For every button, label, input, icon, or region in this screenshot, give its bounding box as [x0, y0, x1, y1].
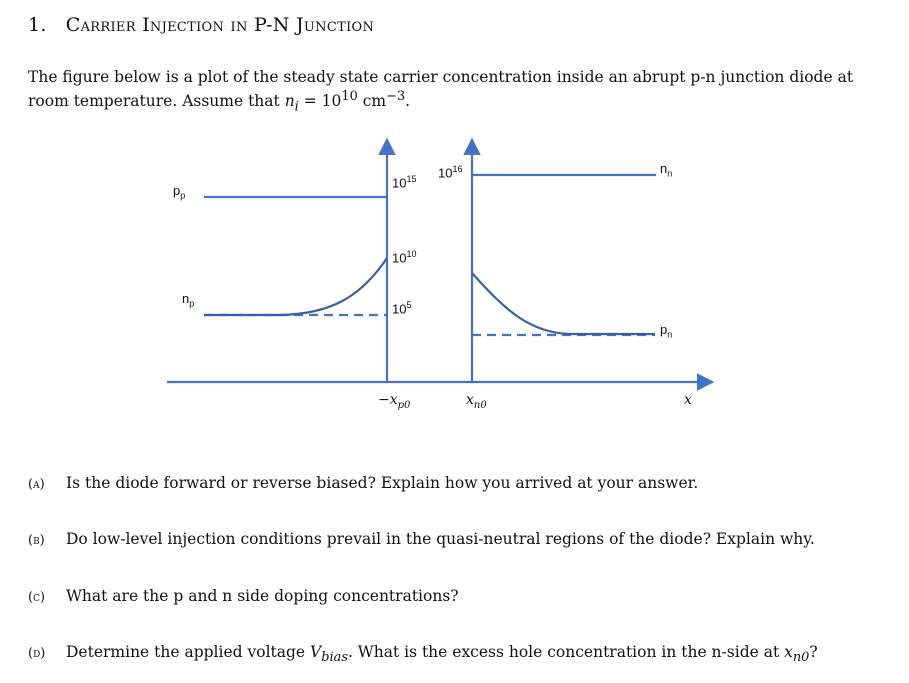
- question-tag: (c): [28, 590, 46, 605]
- question-a: [28, 474, 698, 492]
- xn0-sub: n0: [473, 399, 487, 411]
- question-tag: (b): [28, 533, 45, 548]
- t5-exp: 5: [406, 300, 412, 310]
- ni-symbol: n: [284, 92, 295, 111]
- tick-1e15: [392, 174, 416, 190]
- t15-exp: 15: [406, 174, 417, 184]
- xp0-label: [378, 392, 410, 411]
- nn-label: [660, 161, 672, 179]
- question-text: Is the diode forward or reverse biased? Explain how you arrived at your answer.: [66, 474, 699, 492]
- np-sub: p: [189, 298, 195, 309]
- ni-eq: = 10: [298, 92, 342, 111]
- question-tag: (a): [28, 477, 45, 492]
- question-text: Determine the applied voltage: [66, 643, 311, 661]
- t15-base: 10: [392, 175, 407, 191]
- question-c: [28, 587, 459, 605]
- tick-1e16: [438, 164, 462, 180]
- xn0-text: x: [466, 392, 474, 408]
- np-label: [182, 291, 194, 309]
- xn0-symbol: x: [784, 643, 793, 661]
- ni-exp: 10: [341, 89, 358, 104]
- xp0-sub: p0: [397, 399, 411, 411]
- nn-sub: n: [667, 168, 673, 179]
- pn-sub: n: [667, 329, 673, 340]
- ni-sub: i: [294, 99, 299, 115]
- x-axis-label: x: [684, 392, 692, 408]
- vbias-symbol: V: [310, 643, 322, 661]
- t16-exp: 16: [452, 164, 463, 174]
- question-b: [28, 530, 815, 548]
- intro-text: The figure below is a plot of the steady state carrier concentration inside an abrupt p-n junction diode at room temperature. Assume that: [28, 68, 854, 111]
- intro-end: .: [405, 92, 411, 111]
- xn0-sub: n0: [792, 650, 810, 666]
- nn-text: n: [660, 161, 668, 176]
- question-text: Do low-level injection conditions prevail in the quasi-neutral regions of the diode? Explain why.: [66, 530, 815, 548]
- pp-text: p: [173, 183, 181, 198]
- vbias-sub: bias: [321, 650, 348, 666]
- question-tag: (d): [28, 646, 46, 661]
- question-text-3: ?: [809, 643, 818, 661]
- pn-label: [660, 322, 672, 340]
- ni-unit: cm: [357, 92, 387, 111]
- ni-unit-exp: −3: [386, 89, 406, 104]
- tick-1e10: [392, 249, 416, 265]
- t10-exp: 10: [406, 249, 417, 259]
- pp-label: [173, 183, 185, 201]
- np-text: n: [182, 291, 190, 306]
- t5-base: 10: [392, 301, 407, 317]
- pn-text: p: [660, 322, 668, 337]
- t16-base: 10: [438, 165, 453, 181]
- xp0-text: −x: [378, 392, 398, 408]
- question-d: [28, 643, 818, 665]
- t10-base: 10: [392, 250, 407, 266]
- question-text-2: . What is the excess hole concentration in the n-side at: [347, 643, 785, 661]
- tick-1e5: [392, 300, 411, 316]
- np-curve: [204, 258, 387, 315]
- pn-curve: [472, 273, 655, 334]
- xn0-label: [466, 392, 487, 411]
- pp-sub: p: [180, 190, 186, 201]
- section-title: Carrier Injection in P-N Junction: [65, 14, 375, 36]
- section-number: 1.: [28, 14, 47, 36]
- question-text: What are the p and n side doping concentrations?: [66, 587, 459, 605]
